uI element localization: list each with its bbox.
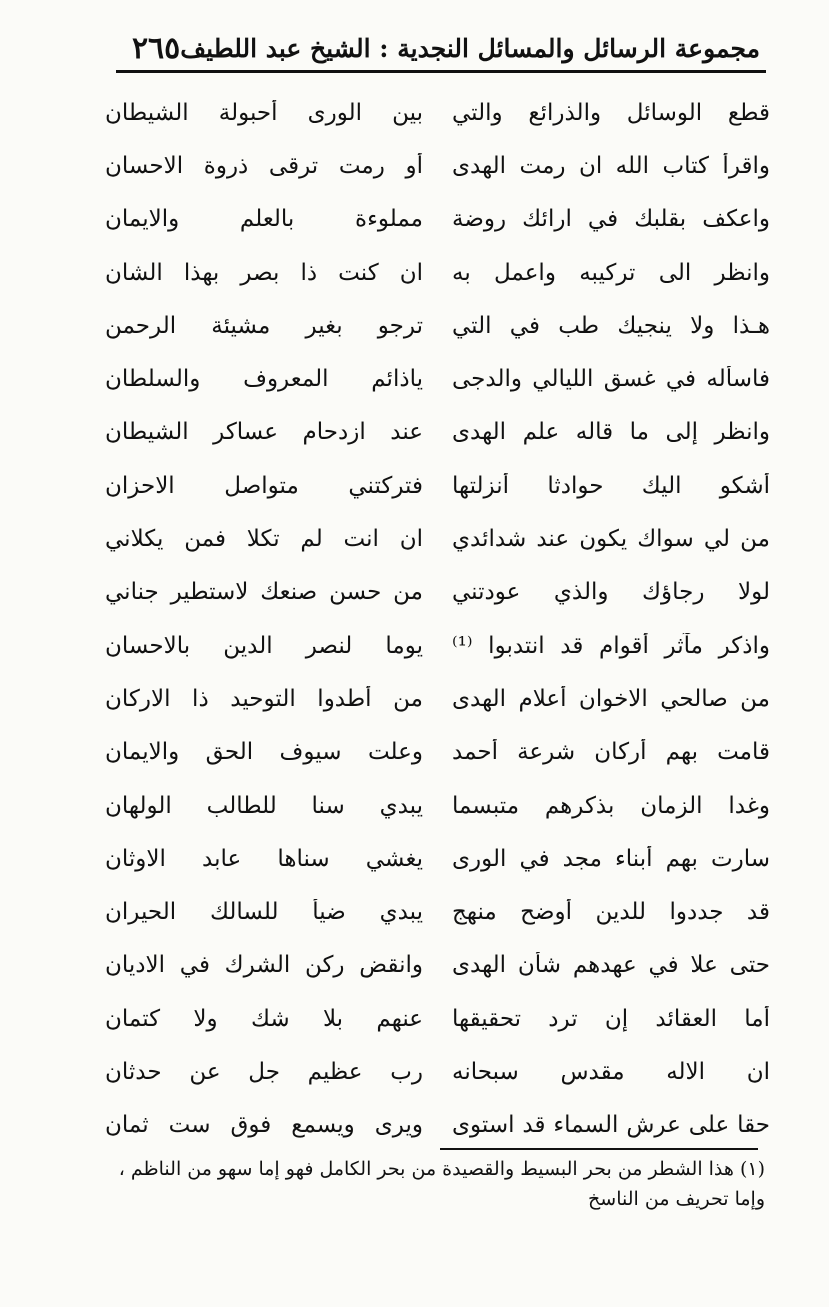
header-rule: [116, 70, 766, 73]
verse-left-hemistich: عنهم بلا شك ولا كتمان: [105, 1005, 423, 1032]
verse-right-hemistich: وغدا الزمان بذكرهم متبسما: [452, 792, 770, 819]
verse-line: [105, 566, 770, 619]
verse-right-hemistich: من لي سواك يكون عند شدائدي: [452, 526, 770, 553]
verse-line: [105, 459, 770, 512]
verse-left-hemistich: ويرى ويسمع فوق ست ثمان: [105, 1112, 423, 1139]
footnote-line: وإما تحريف من الناسخ: [588, 1188, 765, 1210]
footnote-line: (١) هذا الشطر من بحر البسيط والقصيدة من بحر الكامل فهو إما سهو من الناظم ،: [118, 1158, 765, 1180]
verse-right-hemistich: قامت بهم أركان شرعة أحمد: [452, 739, 770, 766]
verse-left-hemistich: يغشي سناها عابد الاوثان: [105, 845, 423, 872]
verse-right-hemistich: أشكو اليك حوادثا أنزلتها: [452, 472, 770, 499]
verse-right-hemistich: ان الاله مقدس سبحانه: [452, 1058, 770, 1085]
verse-line: [105, 406, 770, 459]
page-header: [100, 28, 760, 68]
verse-right-hemistich: سارت بهم أبناء مجد في الورى: [452, 845, 770, 872]
verse-right-hemistich: حقا على عرش السماء قد استوى: [452, 1112, 770, 1139]
verse-left-hemistich: ياذائم المعروف والسلطان: [105, 366, 423, 393]
verse-left-hemistich: يبدي سنا للطالب الولهان: [105, 792, 423, 819]
verse-left-hemistich: رب عظيم جل عن حدثان: [105, 1058, 423, 1085]
running-title: مجموعة الرسائل والمسائل النجدية : الشيخ عبد اللطيف: [180, 33, 760, 63]
verse-line: [105, 246, 770, 299]
verse-right-hemistich: من صالحي الاخوان أعلام الهدى: [452, 685, 770, 712]
verse-left-hemistich: ان كنت ذا بصر بهذا الشان: [105, 259, 423, 286]
verse-line: [105, 726, 770, 779]
page-number: ٢٦٥: [131, 30, 181, 66]
verse-left-hemistich: من حسن صنعك لاستطير جناني: [105, 579, 423, 606]
verse-right-hemistich: واذكر مآثر أقوام قد انتدبوا ⁽¹⁾: [452, 632, 770, 659]
verse-left-hemistich: وانقض ركن الشرك في الاديان: [105, 952, 423, 979]
verse-left-hemistich: يبدي ضيأ للسالك الحيران: [105, 899, 423, 926]
verse-line: [105, 512, 770, 565]
verse-left-hemistich: أو رمت ترقى ذروة الاحسان: [105, 152, 423, 179]
verse-line: [105, 86, 770, 139]
verse-line: [105, 672, 770, 725]
footnote-rule: [440, 1148, 758, 1150]
verse-left-hemistich: وعلت سيوف الحق والايمان: [105, 739, 423, 766]
verse-right-hemistich: لولا رجاؤك والذي عودتني: [452, 579, 770, 606]
verse-right-hemistich: أما العقائد إن ترد تحقيقها: [452, 1005, 770, 1032]
verse-line: [105, 885, 770, 938]
verse-right-hemistich: فاسأله في غسق الليالي والدجى: [452, 366, 770, 393]
verse-right-hemistich: قد جددوا للدين أوضح منهج: [452, 899, 770, 926]
verse-line: [105, 939, 770, 992]
footnote: [105, 1154, 765, 1214]
verse-right-hemistich: واقرأ كتاب الله ان رمت الهدى: [452, 152, 770, 179]
verse-right-hemistich: قطع الوسائل والذرائع والتي: [452, 99, 770, 126]
verse-line: [105, 1099, 770, 1152]
verse-line: [105, 352, 770, 405]
verse-line: [105, 139, 770, 192]
verse-line: [105, 992, 770, 1045]
verse-left-hemistich: ترجو بغير مشيئة الرحمن: [105, 312, 423, 339]
verse-line: [105, 1045, 770, 1098]
verse-left-hemistich: بين الورى أحبولة الشيطان: [105, 99, 423, 126]
verse-right-hemistich: هـذا ولا ينجيك طب في التي: [452, 312, 770, 339]
verse-left-hemistich: عند ازدحام عساكر الشيطان: [105, 419, 423, 446]
verse-left-hemistich: مملوءة بالعلم والايمان: [105, 206, 423, 233]
verse-right-hemistich: وانظر إلى ما قاله علم الهدى: [452, 419, 770, 446]
verse-line: [105, 193, 770, 246]
verse-left-hemistich: ان انت لم تكلا فمن يكلاني: [105, 526, 423, 553]
verse-right-hemistich: حتى علا في عهدهم شأن الهدى: [452, 952, 770, 979]
verse-left-hemistich: فتركتني متواصل الاحزان: [105, 472, 423, 499]
verse-left-hemistich: من أطدوا التوحيد ذا الاركان: [105, 685, 423, 712]
verse-line: [105, 299, 770, 352]
poem-body: [105, 86, 770, 1152]
verse-line: [105, 832, 770, 885]
verse-right-hemistich: واعكف بقلبك في ارائك روضة: [452, 206, 770, 233]
verse-right-hemistich: وانظر الى تركيبه واعمل به: [452, 259, 770, 286]
verse-line: [105, 619, 770, 672]
verse-line: [105, 779, 770, 832]
verse-left-hemistich: يوما لنصر الدين بالاحسان: [105, 632, 423, 659]
